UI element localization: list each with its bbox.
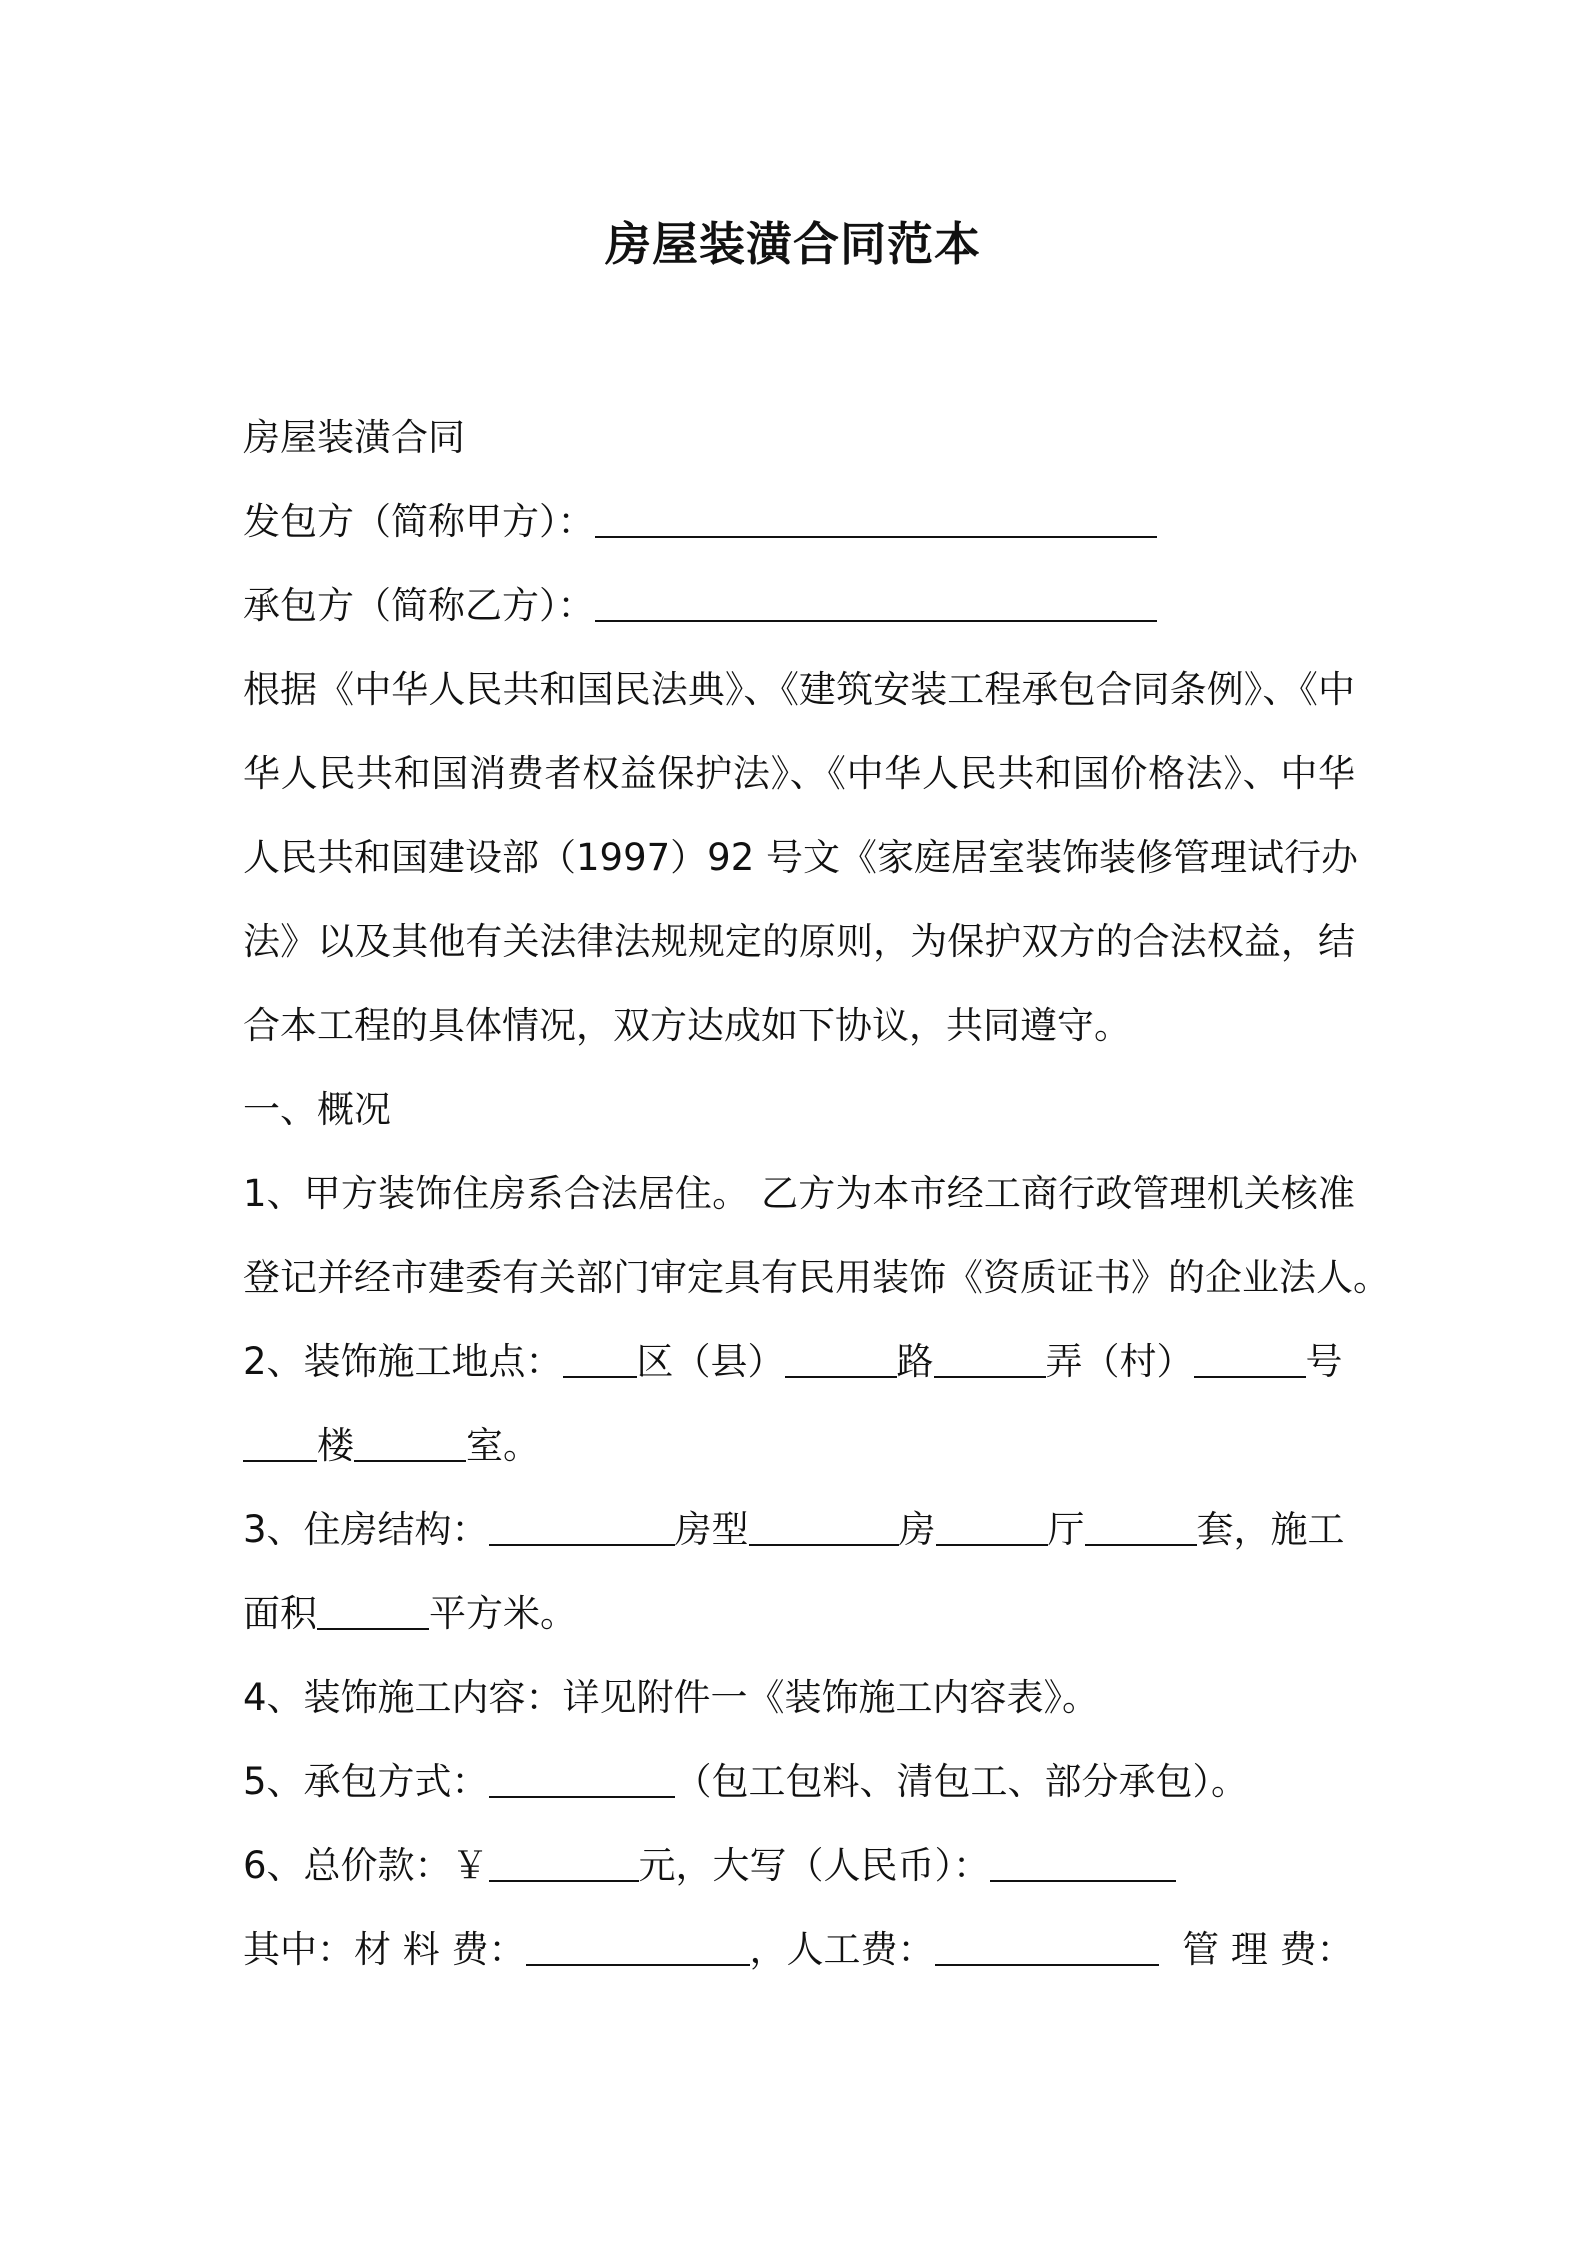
halls-blank [1085,1510,1197,1546]
item-3-prefix: 3、住房结构： [243,1508,489,1551]
building-label: 楼 [317,1424,354,1467]
material-label: 其中：材 料 费： [243,1928,526,1971]
contract-subtitle: 房屋装潢合同 [243,416,465,459]
item-4-line: 4、装饰施工内容：详见附件一《装饰施工内容表》。 [243,1676,1100,1719]
item-3-line [243,1586,1355,1642]
party-a-label: 发包方（简称甲方）： [243,500,595,543]
management-label: 管 理 费： [1182,1928,1354,1971]
price-blank [489,1846,639,1882]
room-label: 室。 [466,1424,540,1467]
item-5-prefix: 5、承包方式： [243,1760,489,1803]
halls-label: 厅 [1047,1508,1085,1551]
labor-blank [935,1930,1159,1966]
item-6-line [243,1838,1355,1894]
room-blank [354,1426,466,1462]
number-label: 号 [1305,1340,1343,1383]
lane-blank [934,1342,1046,1378]
party-a-blank [595,502,1157,538]
material-blank [526,1930,750,1966]
lane-label: 弄（村） [1045,1340,1194,1383]
method-blank [489,1762,675,1798]
party-a-line [243,494,1355,550]
preamble-line: 合本工程的具体情况，双方达成如下协议，共同遵守。 [243,1004,1131,1047]
area-label: 面积 [243,1592,317,1635]
item-2-prefix: 2、装饰施工地点： [243,1340,563,1383]
type-label: 房型 [674,1508,749,1551]
preamble-line: 法》以及其他有关法律法规规定的原则，为保护双方的合法权益，结 [243,920,1355,963]
rooms-label: 房 [898,1508,936,1551]
labor-label: ，人工费： [749,1928,935,1971]
item-2-line [243,1418,1355,1474]
item-5-suffix: （包工包料、清包工、部分承包）。 [674,1760,1249,1803]
structure-blank [489,1510,675,1546]
rooms-blank [936,1510,1048,1546]
capital-blank [990,1846,1176,1882]
item-1-line: 1、甲方装饰住房系合法居住。 乙方为本市经工商行政管理机关核准 [243,1172,1355,1215]
party-b-label: 承包方（简称乙方）： [243,584,595,627]
district-label: 区（县） [636,1340,785,1383]
item-6-prefix: 6、总价款：￥ [243,1844,489,1887]
costs-line [243,1922,1355,1978]
item-2-line [243,1334,1355,1390]
building-blank [243,1426,317,1462]
preamble-line: 人民共和国建设部（1997）92 号文《家庭居室装饰装修管理试行办 [243,836,1359,879]
item-1-line: 登记并经市建委有关部门审定具有民用装饰《资质证书》的企业法人。 [243,1256,1390,1299]
area-blank [317,1594,429,1630]
document-title: 房屋装潢合同范本 [605,217,981,271]
road-blank [785,1342,897,1378]
preamble-line: 根据《中华人民共和国民法典》、《建筑安装工程承包合同条例》、《中 [243,668,1355,711]
party-b-line [243,578,1355,634]
party-b-blank [595,586,1157,622]
number-blank [1194,1342,1306,1378]
area-unit: 平方米。 [429,1592,577,1635]
type-blank [749,1510,899,1546]
item-6-capital: 元，大写（人民币）： [638,1844,991,1887]
district-blank [563,1342,637,1378]
road-label: 路 [896,1340,934,1383]
section-heading: 一、概况 [243,1088,391,1131]
preamble-line: 华人民共和国消费者权益保护法》、《中华人民共和国价格法》、中华 [243,752,1355,795]
item-5-line [243,1754,1355,1810]
sets-label: 套，施工 [1196,1508,1345,1551]
item-3-line [243,1502,1355,1558]
